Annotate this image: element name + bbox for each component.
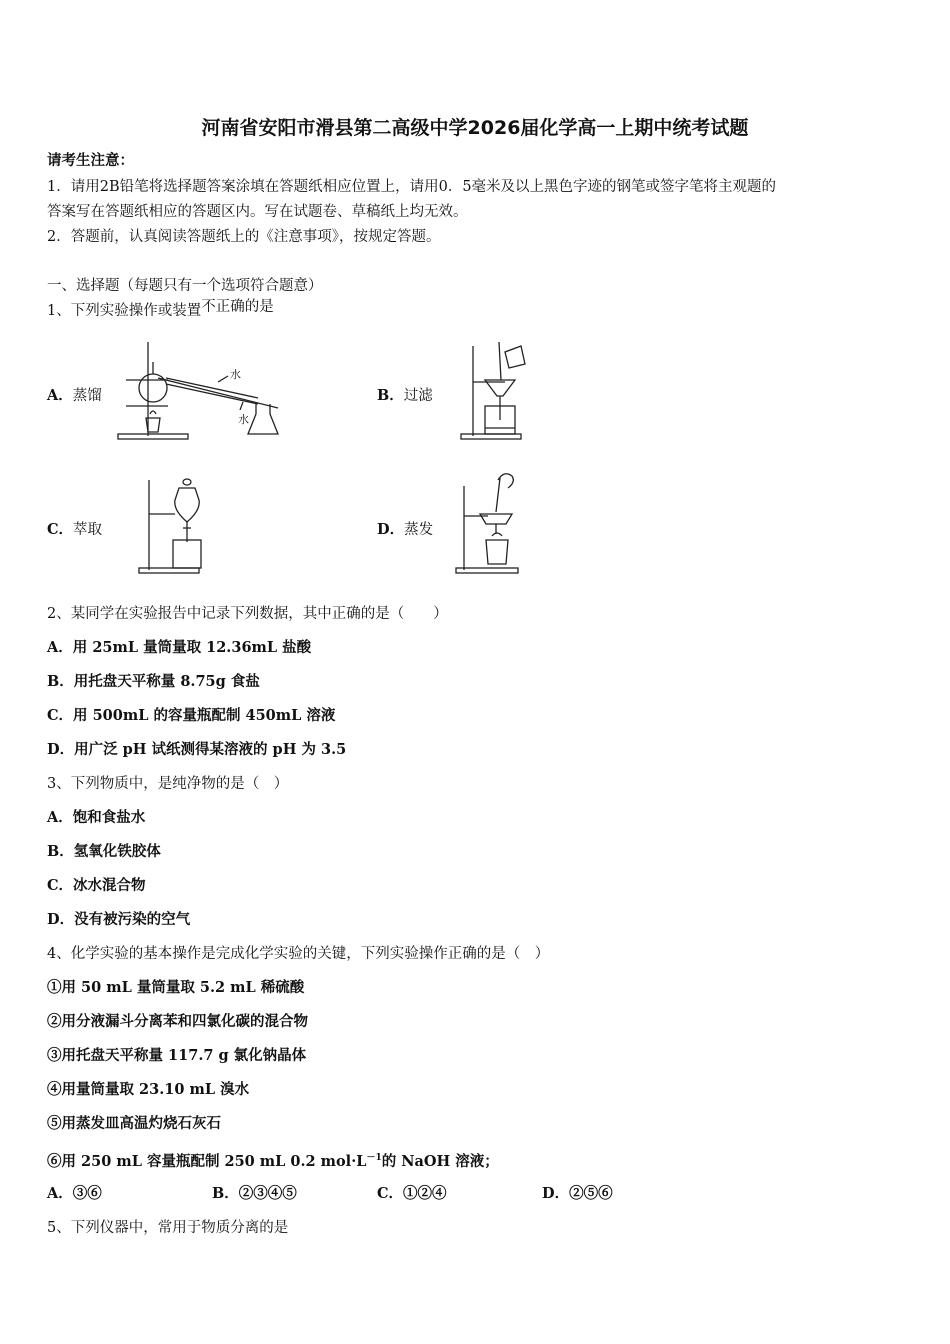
q3-option-c (47, 876, 146, 896)
q1-stem-text: 1、下列实验操作或装置 (47, 303, 202, 319)
option-text: ③⑥ (72, 1185, 102, 1202)
option-text: 没有被污染的空气 (74, 911, 191, 928)
water-label: 水 (230, 368, 241, 381)
option-text: 饱和食盐水 (72, 809, 146, 826)
option-text: 冰水混合物 (73, 877, 146, 894)
q4-item-6-superscript: －1 (366, 1153, 382, 1163)
option-label: D． (542, 1185, 570, 1202)
option-text: 用 25mL 量筒量取 12.36mL 盐酸 (72, 639, 312, 656)
q1-option-c (47, 520, 102, 540)
q2-option-d (47, 740, 346, 760)
q4-item-6 (47, 1148, 499, 1172)
q1-stem-emphasis: 不正确的是 (201, 299, 274, 315)
notice-heading: 请考生注意： (47, 152, 134, 169)
option-text: 蒸馏 (72, 388, 102, 404)
water-label: 水 (238, 413, 249, 426)
q4-option-a (47, 1184, 102, 1204)
option-text: 过滤 (403, 388, 433, 404)
option-label: C． (377, 1185, 404, 1202)
filtration-apparatus-figure (455, 340, 530, 440)
option-label: B． (377, 387, 404, 404)
option-text: 萃取 (73, 522, 103, 538)
q4-stem: 4、化学实验的基本操作是完成化学实验的关键，下列实验操作正确的是（ ） (47, 946, 550, 962)
option-label: B． (47, 843, 74, 860)
q3-stem: 3、下列物质中，是纯净物的是（ ） (47, 776, 289, 792)
notice-line-2: 2．答题前，认真阅读答题纸上的《注意事项》，按规定答题。 (47, 229, 441, 245)
section-heading: 一、选择题（每题只有一个选项符合题意） (47, 278, 323, 294)
option-label: C． (47, 707, 74, 724)
q4-option-b (212, 1184, 297, 1204)
option-text: 蒸发 (404, 522, 434, 538)
option-text: ②⑤⑥ (569, 1185, 613, 1202)
q4-option-c (377, 1184, 447, 1204)
q1-option-a (47, 386, 102, 406)
page-title: 河南省安阳市滑县第二高级中学2026届化学高一上期中统考试题 (201, 117, 749, 139)
notice-line-1b: 答案写在答题纸相应的答题区内。写在试题卷、草稿纸上均无效。 (47, 204, 468, 220)
option-label: A． (47, 1185, 73, 1202)
option-label: A． (47, 639, 73, 656)
q5-stem: 5、下列仪器中，常用于物质分离的是 (47, 1220, 289, 1236)
distillation-apparatus-figure (108, 338, 288, 442)
option-label: D． (377, 521, 405, 538)
option-label: A． (47, 809, 73, 826)
extraction-apparatus-figure (135, 472, 215, 576)
evaporation-apparatus-figure (452, 468, 532, 576)
option-text: 用托盘天平称量 8.75g 食盐 (73, 673, 260, 690)
option-text: 氢氧化铁胶体 (73, 843, 161, 860)
q1-stem (47, 301, 274, 321)
option-label: B． (47, 673, 74, 690)
q4-item-6-text-end: 的 NaOH 溶液； (381, 1152, 499, 1170)
option-text: 用 500mL 的容量瓶配制 450mL 溶液 (73, 707, 336, 724)
q3-option-d (47, 910, 190, 930)
option-text: 用广泛 pH 试纸测得某溶液的 pH 为 3.5 (74, 741, 347, 758)
q4-item-4: ④用量筒量取 23.10 mL 溴水 (47, 1081, 250, 1098)
q2-option-a (47, 638, 311, 658)
option-label: A． (47, 387, 73, 404)
q1-option-d (377, 520, 433, 540)
q1-option-b (377, 386, 433, 406)
option-label: C． (47, 877, 74, 894)
option-text: ①②④ (403, 1185, 447, 1202)
option-label: D． (47, 741, 75, 758)
option-label: D． (47, 911, 75, 928)
q4-item-6-text: ⑥用 250 mL 容量瓶配制 250 mL 0.2 mol·L (47, 1152, 367, 1170)
option-label: C． (47, 521, 74, 538)
q4-item-3: ③用托盘天平称量 117.7 g 氯化钠晶体 (47, 1047, 307, 1064)
q2-option-c (47, 706, 335, 726)
option-label: B． (212, 1185, 239, 1202)
q2-option-b (47, 672, 260, 692)
q4-item-5: ⑤用蒸发皿高温灼烧石灰石 (47, 1115, 221, 1132)
option-text: ②③④⑤ (238, 1185, 297, 1202)
q4-item-1: ①用 50 mL 量筒量取 5.2 mL 稀硫酸 (47, 979, 305, 996)
q3-option-a (47, 808, 145, 828)
q2-stem: 2、某同学在实验报告中记录下列数据，其中正确的是（ ） (47, 606, 448, 622)
q3-option-b (47, 842, 161, 862)
q4-option-d (542, 1184, 613, 1204)
notice-line-1a: 1．请用2B铅笔将选择题答案涂填在答题纸相应位置上，请用0．5毫米及以上黑色字迹的钢笔或签字笔将主观题的 (47, 179, 777, 195)
q4-item-2: ②用分液漏斗分离苯和四氯化碳的混合物 (47, 1013, 308, 1030)
